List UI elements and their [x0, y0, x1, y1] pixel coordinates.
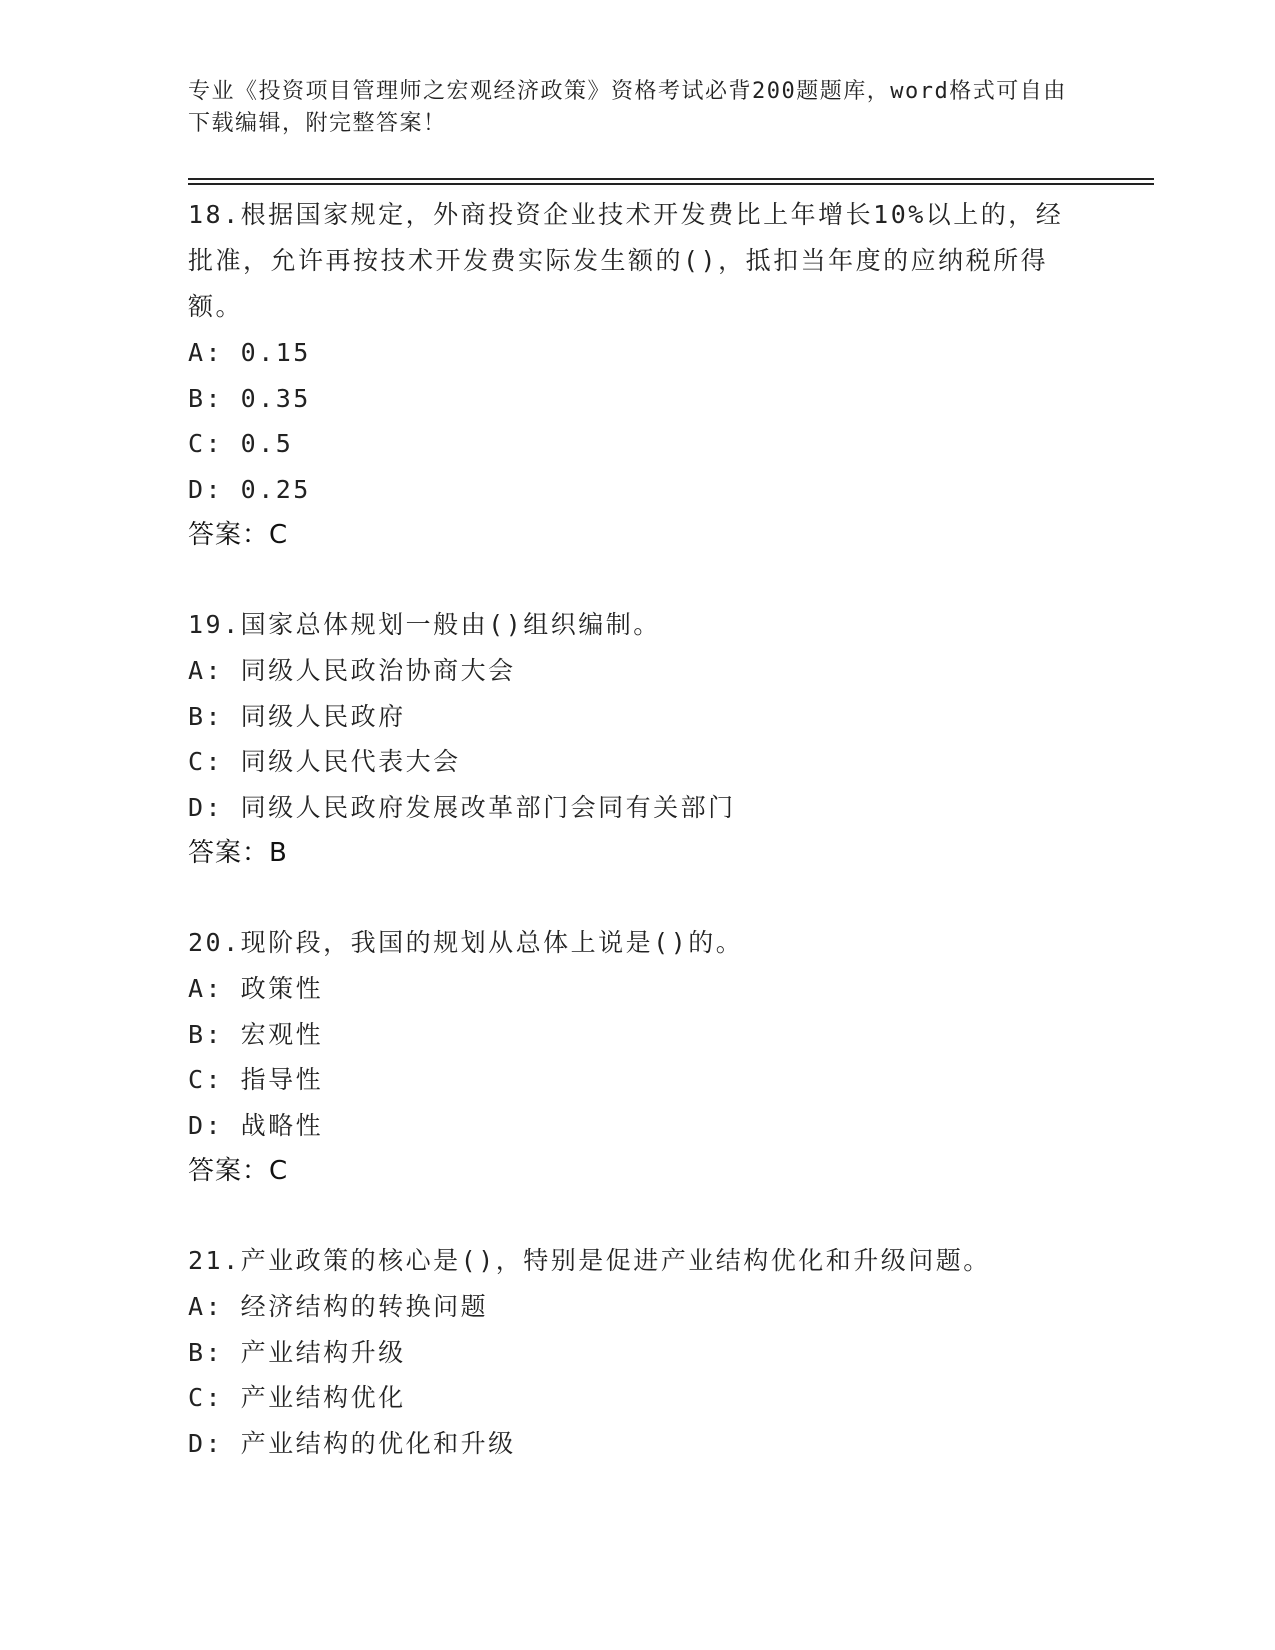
- header-divider-top: [188, 178, 1154, 180]
- question-stem: 20.现阶段，我国的规划从总体上说是()的。: [188, 928, 744, 957]
- option-d: D: 0.25: [188, 474, 311, 504]
- question-20: [188, 920, 1088, 1194]
- option-a: A: 政策性: [188, 974, 324, 1003]
- option-c: C: 同级人民代表大会: [188, 747, 461, 776]
- answer-line: 答案：C: [188, 520, 289, 550]
- option-d: D: 产业结构的优化和升级: [188, 1428, 516, 1458]
- option-c: C: 指导性: [188, 1065, 324, 1094]
- question-stem: 19.国家总体规划一般由()组织编制。: [188, 610, 661, 639]
- option-d: D: 战略性: [188, 1110, 324, 1140]
- option-c: C: 产业结构优化: [188, 1383, 406, 1412]
- option-a: A: 经济结构的转换问题: [188, 1292, 489, 1321]
- question-list: [188, 192, 1088, 1510]
- question-stem: 21.产业政策的核心是()，特别是促进产业结构优化和升级问题。: [188, 1246, 991, 1275]
- document-header: 专业《投资项目管理师之宏观经济政策》资格考试必背200题题库，word格式可自由下载编辑，附完整答案！: [188, 79, 1067, 136]
- header-divider-bottom: [188, 183, 1154, 185]
- question-stem: 18.根据国家规定，外商投资企业技术开发费比上年增长10%以上的，经批准，允许再按技术开发费实际发生额的()，抵扣当年度的应纳税所得额。: [188, 200, 1064, 321]
- option-c: C: 0.5: [188, 429, 294, 458]
- option-a: A: 同级人民政治协商大会: [188, 656, 516, 685]
- question-19: [188, 602, 1088, 876]
- answer-line: 答案：B: [188, 838, 288, 868]
- option-b: B: 产业结构升级: [188, 1337, 406, 1367]
- answer-line: 答案：C: [188, 1156, 289, 1186]
- option-d: D: 同级人民政府发展改革部门会同有关部门: [188, 792, 736, 822]
- option-b: B: 宏观性: [188, 1019, 324, 1049]
- question-21: [188, 1238, 1088, 1466]
- option-b: B: 同级人民政府: [188, 701, 406, 731]
- option-b: B: 0.35: [188, 383, 311, 413]
- question-18: [188, 192, 1088, 558]
- option-a: A: 0.15: [188, 338, 311, 367]
